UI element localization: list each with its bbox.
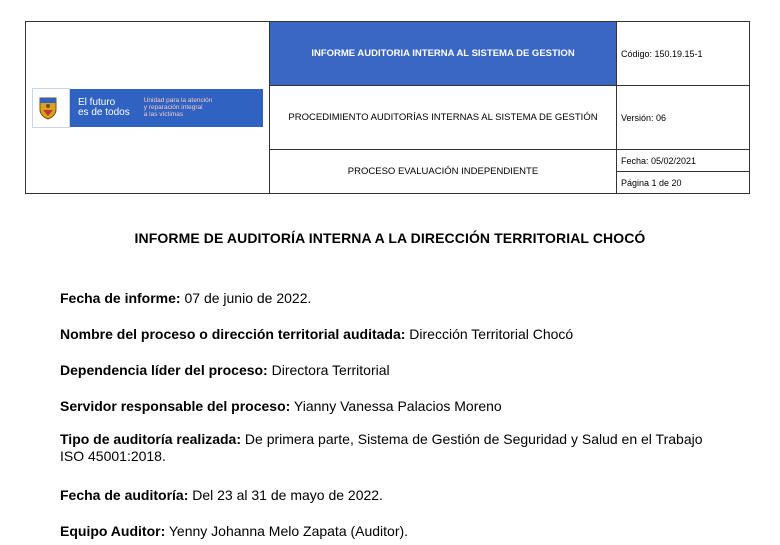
logo-left-panel <box>32 88 70 128</box>
date-value: Fecha: 05/02/2021 <box>617 150 749 172</box>
field-value: De primera parte, Sistema de Gestión de Seguridad y Salud en el Trabajo ISO 45001:2018. <box>60 431 703 464</box>
process-cell: PROCESO EVALUACIÓN INDEPENDIENTE <box>270 150 617 194</box>
page-number: Página 1 de 20 <box>621 177 682 188</box>
field-responsible <box>60 398 740 415</box>
field-process-name <box>60 326 740 343</box>
field-label: Servidor responsable del proceso: <box>60 398 291 414</box>
code-cell: Código: 150.19.15-1 <box>617 22 750 86</box>
document-header-table <box>25 21 750 194</box>
logo-entity-line3: a las víctimas <box>143 111 184 118</box>
logo-entity-line1: Unidad para la atención <box>143 97 213 104</box>
version-cell: Versión: 06 <box>617 86 750 150</box>
field-label: Equipo Auditor: <box>60 523 166 539</box>
field-value: Yenny Johanna Melo Zapata (Auditor). <box>165 523 409 539</box>
logo-slogan-line1: El futuro <box>78 96 116 108</box>
field-value: Dirección Territorial Chocó <box>405 326 574 342</box>
field-lead-dependency <box>60 362 740 379</box>
report-title: INFORME DE AUDITORÍA INTERNA A LA DIRECCIÓN TERRITORIAL CHOCÓ <box>134 230 646 246</box>
logo-cell <box>26 22 270 194</box>
field-audit-team <box>60 523 740 540</box>
field-label: Dependencia líder del proceso: <box>60 362 268 378</box>
institution-logo <box>32 89 263 127</box>
field-report-date <box>60 290 740 307</box>
procedure-cell: PROCEDIMIENTO AUDITORÍAS INTERNAS AL SISTEMA DE GESTIÓN <box>270 86 617 150</box>
colombia-coat-of-arms-icon <box>37 96 59 120</box>
field-value: Del 23 al 31 de mayo de 2022. <box>188 487 383 503</box>
logo-slogan-line2: es de todos <box>78 106 130 118</box>
report-name-cell: INFORME AUDITORIA INTERNA AL SISTEMA DE GESTION <box>270 22 617 86</box>
field-value: Directora Territorial <box>267 362 390 378</box>
logo-entity-name <box>144 97 219 118</box>
field-audit-date <box>60 487 740 504</box>
logo-entity-line2: y reparación integral <box>143 104 203 111</box>
logo-slogan <box>70 98 144 118</box>
field-value: Yianny Vanessa Palacios Moreno <box>290 398 502 414</box>
date-page-cell <box>617 150 750 194</box>
field-label: Fecha de auditoría: <box>60 487 189 503</box>
field-value: 07 de junio de 2022. <box>180 290 312 306</box>
field-label: Nombre del proceso o dirección territorial auditada: <box>60 326 406 342</box>
field-label: Fecha de informe: <box>60 290 181 306</box>
field-audit-type <box>60 431 720 465</box>
field-label: Tipo de auditoría realizada: <box>60 431 242 447</box>
